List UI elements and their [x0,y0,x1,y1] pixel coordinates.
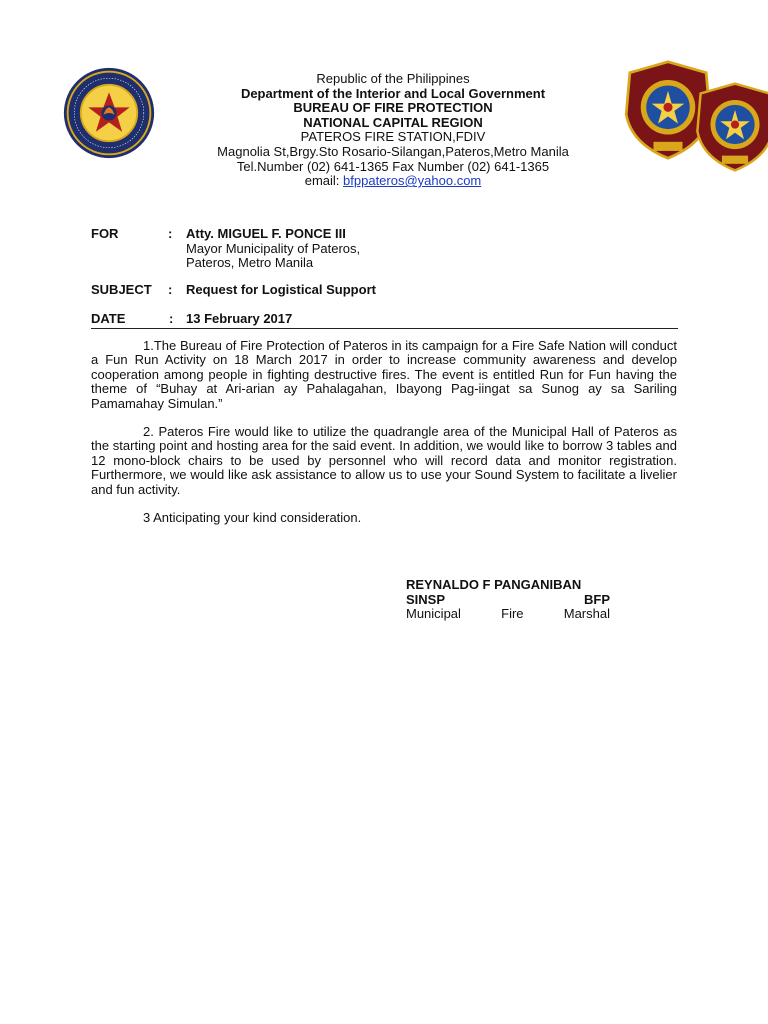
letterhead-station: PATEROS FIRE STATION,FDIV [300,129,486,145]
signatory-title-word-3: Marshal [563,606,610,622]
date-value: 13 February 2017 [186,311,293,326]
paragraph-2-text: 2. Pateros Fire would like to utilize the quadrangle area of the Municipal Hall of Pateros as the starting point and hosting area for the said event. In addition, we would like to borrow 3 tables and 12 mono-block chairs to be used by personnel who will record data and monitor registration. Furthermore, we would like ask assistance to allow us to use your Sound System to facilitate a livelier and fun activity. [91,424,677,497]
subject-value: Request for Logistical Support [186,282,376,297]
paragraph-3-text: 3 Anticipating your kind consideration. [143,510,362,525]
paragraph-3 [91,511,677,525]
letterhead-email-line [160,174,626,189]
subject-colon: : [168,282,173,297]
paragraph-1 [91,339,677,411]
ncr-badge-seal-2 [694,82,768,172]
letterhead-region: NATIONAL CAPITAL REGION [303,114,483,130]
signatory-title-word-2: Fire [501,606,524,622]
for-name: Atty. MIGUEL F. PONCE III [186,226,346,241]
for-address: Pateros, Metro Manila [186,255,314,270]
letterhead-bureau: BUREAU OF FIRE PROTECTION [293,100,493,116]
signature-block [406,578,610,622]
letterhead [0,0,768,200]
subject-label: SUBJECT [91,282,152,297]
header-divider [91,328,678,329]
signatory-title-row [406,607,610,622]
letterhead-address: Magnolia St,Brgy.Sto Rosario-Silangan,Pateros,Metro Manila [217,143,569,159]
letterhead-country: Republic of the Philippines [316,71,470,86]
email-label: email: [304,173,340,189]
for-colon: : [168,226,173,241]
date-colon: : [169,311,174,326]
letterhead-text [160,72,626,189]
bfp-seal-left [62,66,156,160]
date-label: DATE [91,311,126,326]
for-title: Mayor Municipality of Pateros, [186,241,361,256]
signatory-name: REYNALDO F PANGANIBAN [406,577,582,592]
paragraph-2 [91,425,677,497]
signatory-rank-row [406,593,610,608]
letterhead-phone: Tel.Number (02) 641-1365 Fax Number (02) 641-1365 [236,158,550,174]
signatory-title-word-1: Municipal [406,606,461,622]
letterhead-department: Department of the Interior and Local Government [240,85,546,101]
signatory-unit: BFP [584,591,610,607]
for-label: FOR [91,226,119,241]
paragraph-1-text: 1.The Bureau of Fire Protection of Pateros in its campaign for a Fire Safe Nation will conduct a Fun Run Activity on 18 March 2017 in order to increase community awareness and develop cooperation among people in fighting destructive fires. The event is entitled Run for Fun having the theme of “Buhay at Ari-arian ay Pahalagahan, Ibayong Pag-iingat sa Sunog ay sa Sariling Pamamahay Simulan.” [91,338,677,411]
signatory-rank: SINSP [406,591,446,607]
email-link[interactable]: bfppateros@yahoo.com [343,173,482,189]
